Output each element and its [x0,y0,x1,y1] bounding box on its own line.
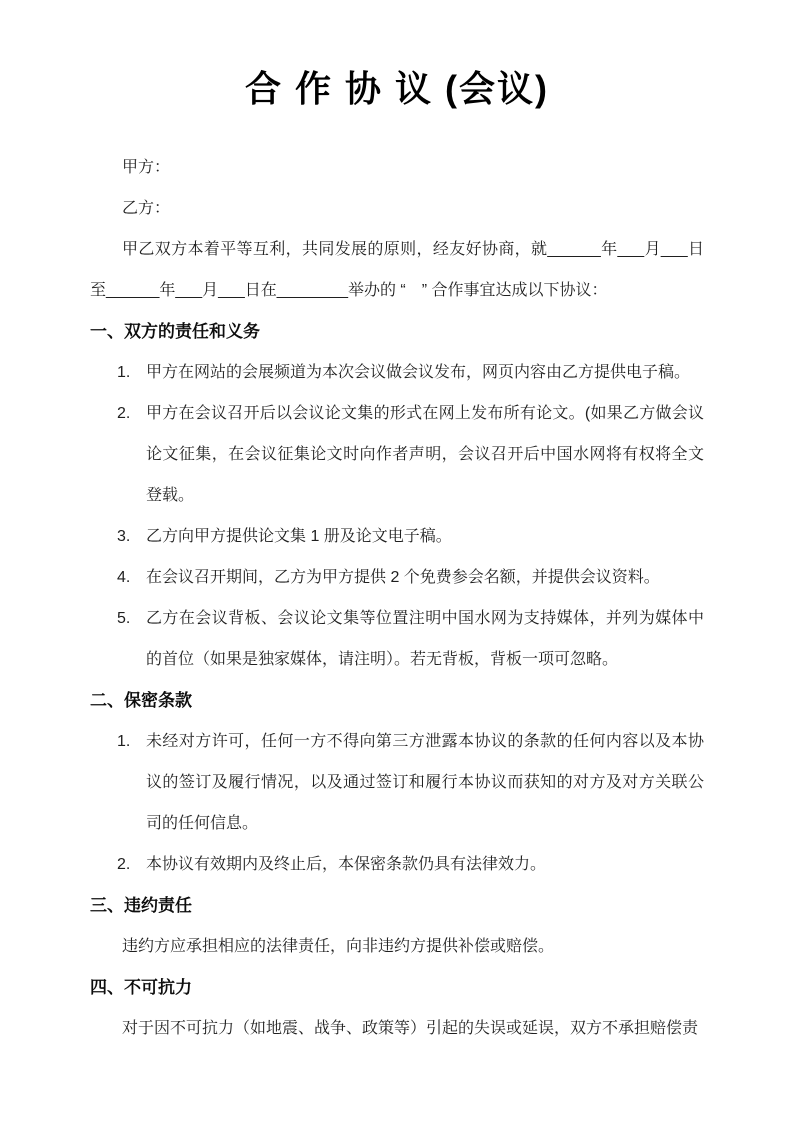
item-text: 乙方向甲方提供论文集 1 册及论文电子稿。 [146,527,452,545]
list-item [117,598,704,680]
item-text: 甲方在网站的会展频道为本次会议做会议发布，网页内容由乙方提供电子稿。 [146,363,691,381]
item-number: 2. [117,855,131,873]
item-number: 5. [117,609,131,627]
list-item [117,393,704,516]
item-number: 3. [117,527,131,545]
section-paragraph-breach: 违约方应承担相应的法律责任，向非违约方提供补偿或赔偿。 [122,937,555,955]
section-heading-force-majeure: 四、不可抗力 [90,977,192,997]
item-number: 4. [117,568,131,586]
list-item [117,721,704,844]
item-number: 1. [117,363,131,381]
item-text: 未经对方许可，任何一方不得向第三方泄露本协议的条款的任何内容以及本协议的签订及履行情况，以及通过签订和履行本协议而获知的对方及对方关联公司的任何信息。 [146,732,704,832]
item-text: 甲方在会议召开后以会议论文集的形式在网上发布所有论文。(如果乙方做会议论文征集，在会议征集论文时向作者声明，会议召开后中国水网将有权将全文登载。 [146,404,704,504]
list-item [117,516,704,557]
item-text: 在会议召开期间，乙方为甲方提供 2 个免费参会名额，并提供会议资料。 [146,568,660,586]
list-item [117,844,704,885]
section-heading-breach: 三、违约责任 [90,895,192,915]
party-a-line: 甲方： [122,158,171,176]
party-b-line: 乙方： [122,199,171,217]
item-number: 1. [117,732,131,750]
preamble-paragraph: 甲乙双方本着平等互利，共同发展的原则，经友好协商，就______年___月___日至______年___月___日在________举办的 “ ” 合作事宜达成以下协议： [90,240,704,299]
item-number: 2. [117,404,131,422]
section-heading-confidentiality: 二、保密条款 [90,690,192,710]
list-item [117,352,704,393]
section-paragraph-force-majeure: 对于因不可抗力（如地震、战争、政策等）引起的失误或延误，双方不承担赔偿责 [122,1019,699,1037]
section-heading-responsibilities: 一、双方的责任和义务 [90,321,260,341]
item-text: 乙方在会议背板、会议论文集等位置注明中国水网为支持媒体，并列为媒体中的首位（如果是独家媒体，请注明）。若无背板，背板一项可忽略。 [146,609,704,668]
document-title: 合 作 协 议 (会议) [245,68,549,109]
item-text: 本协议有效期内及终止后，本保密条款仍具有法律效力。 [146,855,547,873]
list-item [117,557,704,598]
